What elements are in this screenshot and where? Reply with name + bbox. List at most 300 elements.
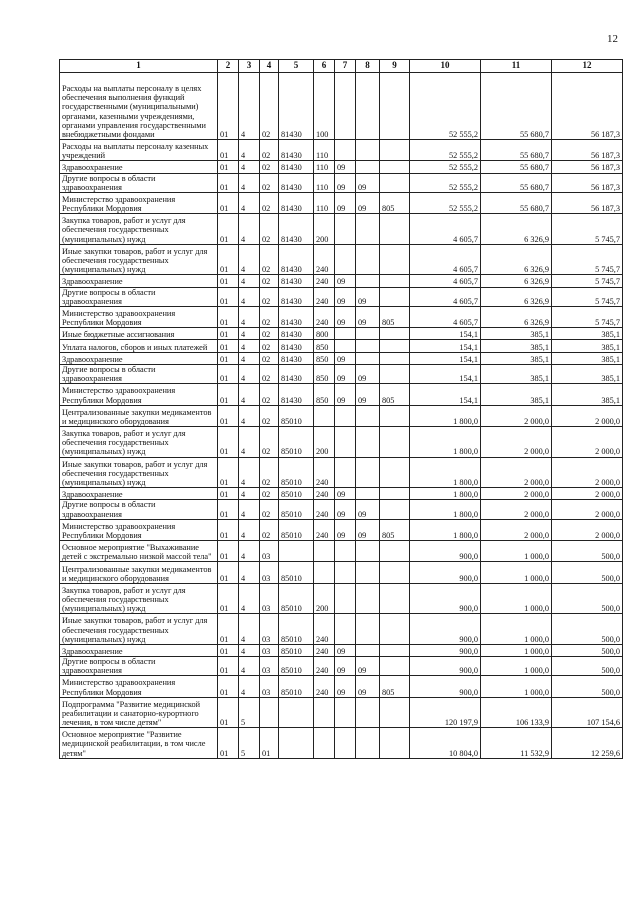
code-cell	[335, 328, 356, 340]
code-cell: 01	[218, 519, 239, 540]
amount-cell: 500,0	[552, 541, 623, 562]
code-cell	[380, 214, 410, 245]
amount-cell: 1 000,0	[481, 541, 552, 562]
code-cell: 240	[314, 519, 335, 540]
amount-cell: 4 605,7	[410, 275, 481, 287]
table-header-row	[60, 60, 623, 73]
amount-cell: 385,1	[552, 340, 623, 352]
amount-cell: 2 000,0	[552, 500, 623, 519]
amount-cell: 385,1	[552, 384, 623, 405]
amount-cell: 56 187,3	[552, 139, 623, 160]
amount-cell: 385,1	[481, 340, 552, 352]
code-cell: 4	[239, 657, 260, 676]
code-cell: 02	[260, 384, 279, 405]
amount-cell: 1 800,0	[410, 500, 481, 519]
code-cell: 81430	[279, 306, 314, 327]
amount-cell: 4 605,7	[410, 244, 481, 275]
row-name: Другие вопросы в области здравоохранения	[60, 657, 218, 676]
code-cell: 200	[314, 427, 335, 458]
code-cell: 240	[314, 614, 335, 645]
amount-cell: 5 745,7	[552, 287, 623, 306]
amount-cell: 900,0	[410, 562, 481, 583]
code-cell	[335, 73, 356, 140]
code-cell: 02	[260, 244, 279, 275]
amount-cell: 55 680,7	[481, 192, 552, 213]
column-header: 8	[356, 60, 380, 73]
code-cell: 02	[260, 352, 279, 364]
code-cell: 4	[239, 306, 260, 327]
code-cell: 01	[218, 287, 239, 306]
code-cell: 01	[218, 500, 239, 519]
amount-cell: 2 000,0	[481, 519, 552, 540]
code-cell	[314, 405, 335, 426]
amount-cell: 2 000,0	[481, 457, 552, 488]
code-cell: 81430	[279, 214, 314, 245]
code-cell: 4	[239, 161, 260, 173]
code-cell: 09	[335, 192, 356, 213]
code-cell	[335, 562, 356, 583]
table-row	[60, 352, 623, 364]
table-row	[60, 541, 623, 562]
code-cell	[356, 457, 380, 488]
code-cell: 01	[218, 405, 239, 426]
code-cell: 4	[239, 365, 260, 384]
row-name: Закупка товаров, работ и услуг для обеспечения государственных (муниципальных) нужд	[60, 214, 218, 245]
table-row	[60, 583, 623, 614]
code-cell	[380, 139, 410, 160]
code-cell: 240	[314, 644, 335, 656]
row-name: Расходы на выплаты персоналу казенных учреждений	[60, 139, 218, 160]
code-cell	[279, 697, 314, 728]
code-cell: 01	[218, 275, 239, 287]
code-cell	[356, 139, 380, 160]
table-row	[60, 275, 623, 287]
code-cell: 02	[260, 173, 279, 192]
amount-cell: 154,1	[410, 340, 481, 352]
amount-cell: 1 000,0	[481, 644, 552, 656]
code-cell: 09	[335, 500, 356, 519]
code-cell: 03	[260, 614, 279, 645]
code-cell: 4	[239, 500, 260, 519]
code-cell: 4	[239, 192, 260, 213]
code-cell	[380, 173, 410, 192]
code-cell	[356, 614, 380, 645]
code-cell	[335, 214, 356, 245]
amount-cell: 2 000,0	[552, 519, 623, 540]
amount-cell: 500,0	[552, 614, 623, 645]
code-cell: 200	[314, 583, 335, 614]
code-cell: 02	[260, 457, 279, 488]
amount-cell: 4 605,7	[410, 214, 481, 245]
code-cell: 805	[380, 519, 410, 540]
code-cell: 4	[239, 614, 260, 645]
code-cell: 805	[380, 676, 410, 697]
table-row	[60, 214, 623, 245]
code-cell: 4	[239, 405, 260, 426]
table-body	[60, 73, 623, 759]
code-cell: 02	[260, 287, 279, 306]
code-cell: 03	[260, 583, 279, 614]
code-cell: 85010	[279, 405, 314, 426]
code-cell: 09	[335, 275, 356, 287]
code-cell: 85010	[279, 457, 314, 488]
code-cell: 02	[260, 427, 279, 458]
column-header: 1	[60, 60, 218, 73]
amount-cell: 2 000,0	[481, 405, 552, 426]
page-number: 12	[607, 33, 618, 45]
code-cell: 81430	[279, 287, 314, 306]
amount-cell: 6 326,9	[481, 287, 552, 306]
code-cell: 85010	[279, 427, 314, 458]
code-cell	[335, 244, 356, 275]
code-cell	[279, 541, 314, 562]
amount-cell: 900,0	[410, 644, 481, 656]
code-cell: 02	[260, 365, 279, 384]
code-cell: 09	[356, 192, 380, 213]
amount-cell: 2 000,0	[552, 427, 623, 458]
code-cell: 4	[239, 275, 260, 287]
code-cell: 240	[314, 287, 335, 306]
table-row	[60, 500, 623, 519]
amount-cell: 55 680,7	[481, 73, 552, 140]
code-cell: 81430	[279, 192, 314, 213]
code-cell: 09	[356, 676, 380, 697]
amount-cell: 5 745,7	[552, 244, 623, 275]
row-name: Централизованные закупки медикаментов и медицинского оборудования	[60, 405, 218, 426]
row-name: Здравоохранение	[60, 644, 218, 656]
amount-cell: 1 000,0	[481, 676, 552, 697]
code-cell	[335, 541, 356, 562]
code-cell: 81430	[279, 73, 314, 140]
code-cell: 200	[314, 214, 335, 245]
code-cell	[380, 488, 410, 500]
amount-cell: 52 555,2	[410, 173, 481, 192]
code-cell	[356, 244, 380, 275]
code-cell	[356, 352, 380, 364]
amount-cell: 6 326,9	[481, 306, 552, 327]
code-cell: 09	[335, 384, 356, 405]
amount-cell: 900,0	[410, 583, 481, 614]
code-cell: 240	[314, 500, 335, 519]
amount-cell: 1 000,0	[481, 614, 552, 645]
code-cell: 01	[218, 365, 239, 384]
code-cell: 01	[218, 541, 239, 562]
code-cell	[335, 405, 356, 426]
row-name: Другие вопросы в области здравоохранения	[60, 173, 218, 192]
amount-cell: 900,0	[410, 614, 481, 645]
row-name: Министерство здравоохранения Республики Мордовия	[60, 192, 218, 213]
amount-cell: 385,1	[481, 352, 552, 364]
code-cell	[380, 697, 410, 728]
code-cell: 4	[239, 457, 260, 488]
code-cell: 240	[314, 657, 335, 676]
code-cell: 02	[260, 488, 279, 500]
table-row	[60, 161, 623, 173]
code-cell: 81430	[279, 340, 314, 352]
code-cell	[260, 697, 279, 728]
code-cell: 850	[314, 384, 335, 405]
code-cell	[314, 562, 335, 583]
amount-cell: 11 532,9	[481, 728, 552, 759]
code-cell: 240	[314, 244, 335, 275]
amount-cell: 5 745,7	[552, 214, 623, 245]
code-cell: 01	[218, 244, 239, 275]
code-cell: 4	[239, 562, 260, 583]
code-cell: 09	[335, 644, 356, 656]
code-cell	[380, 328, 410, 340]
code-cell: 850	[314, 365, 335, 384]
code-cell: 805	[380, 306, 410, 327]
budget-table	[59, 59, 623, 759]
amount-cell: 52 555,2	[410, 192, 481, 213]
code-cell	[380, 644, 410, 656]
code-cell	[356, 541, 380, 562]
amount-cell: 4 605,7	[410, 306, 481, 327]
code-cell: 01	[218, 139, 239, 160]
code-cell	[335, 340, 356, 352]
code-cell	[356, 697, 380, 728]
code-cell: 09	[356, 365, 380, 384]
code-cell: 02	[260, 405, 279, 426]
code-cell	[380, 161, 410, 173]
table-row	[60, 697, 623, 728]
code-cell: 02	[260, 500, 279, 519]
amount-cell: 55 680,7	[481, 139, 552, 160]
row-name: Централизованные закупки медикаментов и медицинского оборудования	[60, 562, 218, 583]
code-cell: 01	[218, 73, 239, 140]
code-cell: 02	[260, 192, 279, 213]
code-cell: 09	[335, 657, 356, 676]
code-cell: 01	[218, 173, 239, 192]
code-cell: 85010	[279, 562, 314, 583]
amount-cell: 500,0	[552, 562, 623, 583]
row-name: Здравоохранение	[60, 275, 218, 287]
code-cell	[335, 139, 356, 160]
code-cell: 4	[239, 173, 260, 192]
amount-cell: 6 326,9	[481, 275, 552, 287]
code-cell: 4	[239, 644, 260, 656]
amount-cell: 1 800,0	[410, 488, 481, 500]
amount-cell: 56 187,3	[552, 161, 623, 173]
amount-cell: 154,1	[410, 384, 481, 405]
code-cell	[356, 328, 380, 340]
code-cell	[356, 583, 380, 614]
code-cell: 240	[314, 275, 335, 287]
code-cell: 81430	[279, 328, 314, 340]
code-cell: 4	[239, 384, 260, 405]
code-cell: 01	[260, 728, 279, 759]
code-cell: 03	[260, 657, 279, 676]
code-cell	[356, 427, 380, 458]
code-cell	[380, 427, 410, 458]
code-cell: 02	[260, 161, 279, 173]
code-cell	[380, 562, 410, 583]
code-cell	[335, 614, 356, 645]
code-cell: 85010	[279, 644, 314, 656]
row-name: Основное мероприятие "Развитие медицинской реабилитации, в том числе детям"	[60, 728, 218, 759]
code-cell: 81430	[279, 365, 314, 384]
code-cell: 110	[314, 161, 335, 173]
amount-cell: 120 197,9	[410, 697, 481, 728]
column-header: 5	[279, 60, 314, 73]
amount-cell: 500,0	[552, 583, 623, 614]
row-name: Подпрограмма "Развитие медицинской реабилитации и санаторно-курортного лечения, в том числе детям"	[60, 697, 218, 728]
table-row	[60, 562, 623, 583]
amount-cell: 56 187,3	[552, 192, 623, 213]
row-name: Расходы на выплаты персоналу в целях обеспечения выполнения функций государственными (муниципальными) органами, казенными учреждениями, органами управления государственными внебюджетными фондами	[60, 73, 218, 140]
code-cell: 01	[218, 306, 239, 327]
amount-cell: 1 800,0	[410, 405, 481, 426]
amount-cell: 2 000,0	[552, 488, 623, 500]
amount-cell: 55 680,7	[481, 161, 552, 173]
amount-cell: 12 259,6	[552, 728, 623, 759]
amount-cell: 385,1	[481, 384, 552, 405]
code-cell: 01	[218, 644, 239, 656]
code-cell: 09	[335, 519, 356, 540]
code-cell	[380, 728, 410, 759]
code-cell: 240	[314, 457, 335, 488]
amount-cell: 500,0	[552, 657, 623, 676]
code-cell: 09	[335, 173, 356, 192]
code-cell: 09	[335, 287, 356, 306]
code-cell: 4	[239, 676, 260, 697]
code-cell: 03	[260, 541, 279, 562]
code-cell: 110	[314, 139, 335, 160]
code-cell: 01	[218, 676, 239, 697]
amount-cell: 56 187,3	[552, 73, 623, 140]
code-cell: 09	[356, 384, 380, 405]
code-cell: 850	[314, 340, 335, 352]
code-cell: 02	[260, 73, 279, 140]
code-cell: 09	[335, 161, 356, 173]
table-row	[60, 328, 623, 340]
code-cell	[356, 214, 380, 245]
code-cell	[335, 697, 356, 728]
code-cell: 01	[218, 583, 239, 614]
code-cell: 09	[335, 306, 356, 327]
code-cell: 01	[218, 657, 239, 676]
code-cell: 81430	[279, 244, 314, 275]
code-cell: 85010	[279, 500, 314, 519]
code-cell: 240	[314, 488, 335, 500]
table-row	[60, 192, 623, 213]
code-cell: 110	[314, 173, 335, 192]
row-name: Иные закупки товаров, работ и услуг для обеспечения государственных (муниципальных) нужд	[60, 457, 218, 488]
row-name: Министерство здравоохранения Республики Мордовия	[60, 384, 218, 405]
code-cell: 02	[260, 214, 279, 245]
code-cell: 01	[218, 161, 239, 173]
code-cell: 02	[260, 139, 279, 160]
code-cell: 805	[380, 384, 410, 405]
table-row	[60, 73, 623, 140]
code-cell: 01	[218, 328, 239, 340]
code-cell	[380, 73, 410, 140]
amount-cell: 2 000,0	[552, 457, 623, 488]
table-row	[60, 676, 623, 697]
code-cell: 4	[239, 541, 260, 562]
table-row	[60, 244, 623, 275]
code-cell: 09	[335, 676, 356, 697]
code-cell: 81430	[279, 173, 314, 192]
amount-cell: 52 555,2	[410, 139, 481, 160]
code-cell	[314, 728, 335, 759]
code-cell: 01	[218, 562, 239, 583]
code-cell: 85010	[279, 676, 314, 697]
code-cell: 02	[260, 306, 279, 327]
amount-cell: 2 000,0	[481, 500, 552, 519]
code-cell	[380, 244, 410, 275]
code-cell	[356, 644, 380, 656]
column-header: 4	[260, 60, 279, 73]
amount-cell: 1 800,0	[410, 457, 481, 488]
code-cell	[380, 657, 410, 676]
code-cell	[380, 352, 410, 364]
amount-cell: 385,1	[552, 352, 623, 364]
code-cell	[335, 583, 356, 614]
code-cell	[335, 457, 356, 488]
code-cell: 09	[356, 306, 380, 327]
row-name: Закупка товаров, работ и услуг для обеспечения государственных (муниципальных) нужд	[60, 427, 218, 458]
code-cell: 01	[218, 614, 239, 645]
code-cell: 4	[239, 139, 260, 160]
amount-cell: 6 326,9	[481, 214, 552, 245]
code-cell: 800	[314, 328, 335, 340]
amount-cell: 385,1	[552, 365, 623, 384]
code-cell: 110	[314, 192, 335, 213]
table-row	[60, 457, 623, 488]
row-name: Здравоохранение	[60, 161, 218, 173]
code-cell	[356, 562, 380, 583]
amount-cell: 500,0	[552, 644, 623, 656]
code-cell: 805	[380, 192, 410, 213]
amount-cell: 6 326,9	[481, 244, 552, 275]
code-cell	[380, 405, 410, 426]
code-cell: 85010	[279, 519, 314, 540]
row-name: Министерство здравоохранения Республики Мордовия	[60, 676, 218, 697]
code-cell	[380, 287, 410, 306]
code-cell	[314, 697, 335, 728]
amount-cell: 4 605,7	[410, 287, 481, 306]
amount-cell: 500,0	[552, 676, 623, 697]
row-name: Министерство здравоохранения Республики Мордовия	[60, 519, 218, 540]
table-row	[60, 306, 623, 327]
amount-cell: 1 800,0	[410, 519, 481, 540]
row-name: Закупка товаров, работ и услуг для обеспечения государственных (муниципальных) нужд	[60, 583, 218, 614]
amount-cell: 154,1	[410, 365, 481, 384]
table-row	[60, 340, 623, 352]
code-cell: 09	[356, 500, 380, 519]
amount-cell: 52 555,2	[410, 73, 481, 140]
column-header: 3	[239, 60, 260, 73]
amount-cell: 1 000,0	[481, 583, 552, 614]
code-cell	[356, 340, 380, 352]
code-cell	[380, 275, 410, 287]
code-cell: 85010	[279, 488, 314, 500]
table-row	[60, 488, 623, 500]
code-cell: 09	[356, 287, 380, 306]
code-cell: 09	[335, 352, 356, 364]
row-name: Здравоохранение	[60, 352, 218, 364]
amount-cell: 107 154,6	[552, 697, 623, 728]
table-row	[60, 287, 623, 306]
code-cell: 4	[239, 340, 260, 352]
column-header: 7	[335, 60, 356, 73]
code-cell	[356, 161, 380, 173]
code-cell: 09	[356, 657, 380, 676]
code-cell	[380, 583, 410, 614]
amount-cell: 52 555,2	[410, 161, 481, 173]
column-header: 11	[481, 60, 552, 73]
